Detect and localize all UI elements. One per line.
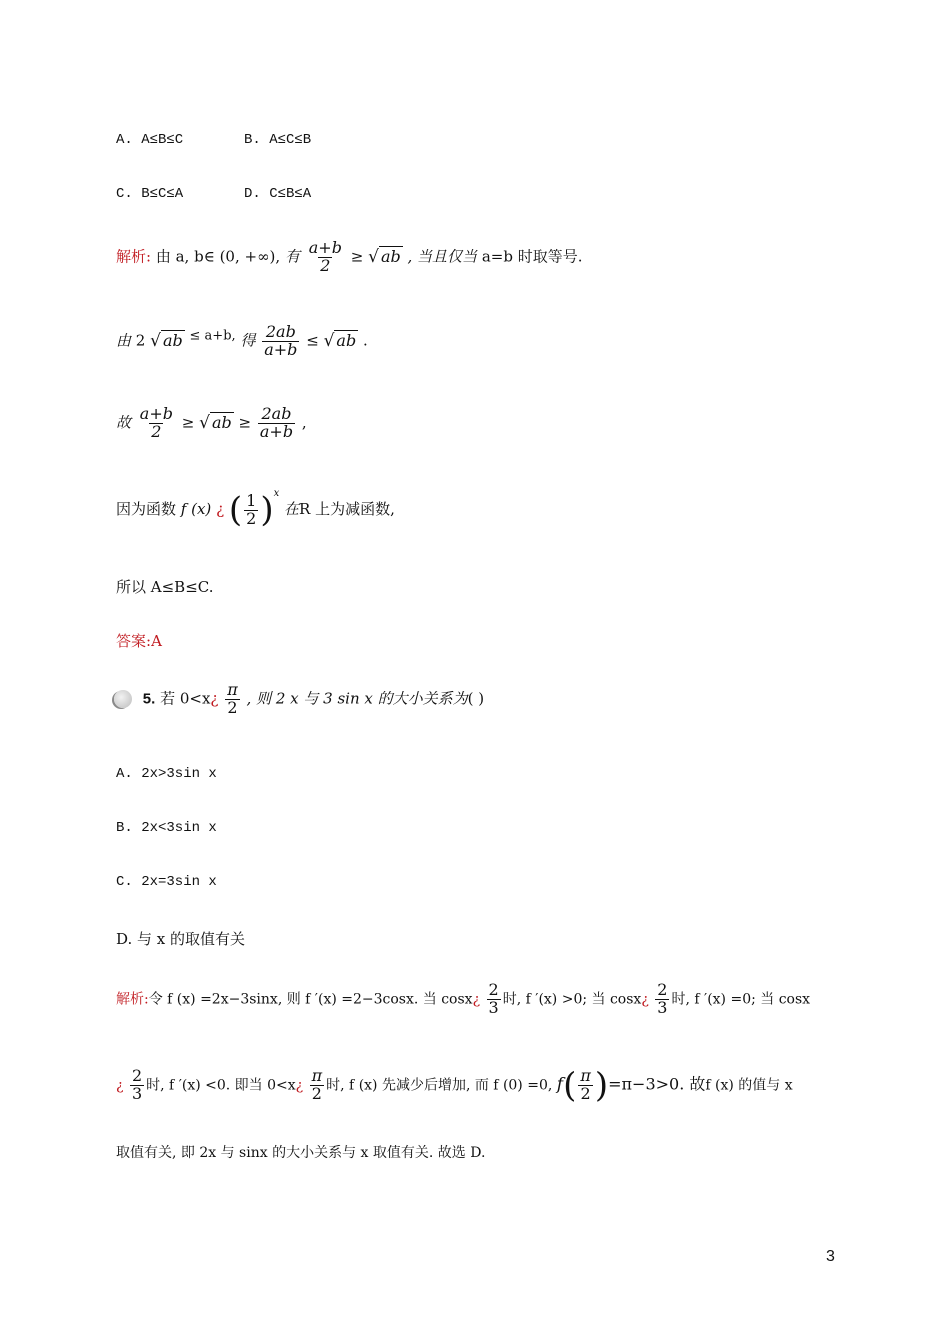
fraction — [138, 406, 175, 441]
text: f (x) 的值与 x — [705, 1077, 793, 1094]
denominator: a+b — [264, 339, 298, 359]
text: 故 — [116, 413, 132, 432]
square-root: √ ab — [199, 413, 232, 434]
denominator: 3 — [657, 997, 668, 1017]
text: 令 f (x) =2x−3sinx, 则 f ′(x) =2−3cosx. 当 cosx — [148, 991, 473, 1008]
text: , 则 2 x 与 3 sin x 的大小关系为 — [246, 689, 468, 708]
fraction — [258, 406, 295, 441]
answer-line — [116, 630, 162, 651]
symbol: ≥ — [181, 413, 195, 432]
fraction — [244, 490, 258, 528]
q5-option-d: D. 与 x 的取值有关 — [116, 930, 246, 948]
square-root: √ ab — [323, 331, 357, 352]
text: f (x) — [180, 500, 212, 518]
glyph: ¿ — [295, 1077, 304, 1094]
numerator: 2ab — [265, 322, 296, 341]
q4-solution-line-3 — [116, 406, 307, 441]
text: f — [556, 1074, 564, 1095]
fraction — [262, 324, 299, 359]
denominator: 2 — [311, 1083, 322, 1103]
symbol: ≥ — [350, 247, 364, 266]
glyph: ¿ — [641, 991, 649, 1008]
text: 时, f ′(x) >0; 当 cosx — [502, 991, 642, 1008]
text: . — [362, 331, 368, 350]
denominator: 2 — [246, 508, 257, 528]
bullet-circle-icon — [114, 690, 132, 708]
paren: ) — [260, 490, 274, 530]
symbol: ≥ — [238, 413, 252, 432]
q4-solution-line-1 — [116, 240, 582, 275]
fraction — [225, 682, 240, 717]
glyph: ¿ — [216, 500, 225, 518]
text: 由 — [116, 331, 132, 350]
denominator: 2 — [151, 421, 162, 441]
text: 时, f (x) 先减少后增加, 而 f (0) =0, — [326, 1077, 553, 1094]
radicand: ab — [162, 331, 183, 351]
text: 若 0<x — [160, 689, 211, 708]
page-number: 3 — [826, 1248, 835, 1265]
fraction — [578, 1068, 593, 1103]
numerator: a+b — [139, 404, 173, 423]
paren: ( — [228, 490, 243, 530]
symbol: ≤ — [306, 331, 319, 350]
q4-solution-line-5: 所以 A≤B≤C. — [116, 578, 214, 596]
glyph: ¿ — [116, 1077, 124, 1094]
answer-paren: ( ) — [467, 689, 485, 708]
denominator: 2 — [580, 1083, 591, 1103]
numerator: 1 — [246, 490, 257, 510]
text: =π−3>0. 故 — [608, 1074, 706, 1094]
square-root: √ ab — [150, 331, 183, 352]
q4-solution-line-4 — [116, 488, 395, 530]
text: R 上为减函数, — [299, 500, 395, 518]
fraction — [487, 982, 501, 1017]
q5-option-a: A. 2x>3sin x — [116, 766, 217, 782]
option-b: B. A≤C≤B — [244, 132, 312, 148]
exponent: x — [273, 488, 280, 499]
numerator: π — [227, 680, 238, 699]
text: 得 — [240, 331, 256, 350]
numerator: 2ab — [261, 404, 292, 423]
text: a=b 时取等号. — [481, 247, 583, 266]
option-c: C. B≤C≤A — [116, 186, 184, 202]
paren: ( — [563, 1065, 577, 1106]
denominator: 2 — [227, 697, 238, 717]
text: , — [301, 413, 307, 432]
paren: ) — [594, 1065, 609, 1106]
answer-value: A — [151, 632, 162, 650]
text: 因为函数 — [116, 500, 177, 518]
denominator: 2 — [320, 255, 331, 275]
numerator: 2 — [131, 1066, 143, 1085]
denominator: 3 — [488, 997, 499, 1017]
numerator: 2 — [488, 980, 499, 999]
square-root: √ ab — [368, 247, 401, 268]
answer-label: 答案: — [116, 632, 152, 650]
glyph: ¿ — [472, 991, 481, 1008]
q5-solution-line-1 — [116, 982, 810, 1017]
numerator: 2 — [657, 980, 668, 999]
text: 2 — [135, 331, 146, 350]
option-d: D. C≤B≤A — [244, 186, 312, 202]
text: , 当且仅当 — [407, 247, 478, 266]
radicand: ab — [211, 413, 232, 433]
denominator: 3 — [131, 1083, 143, 1103]
numerator: a+b — [308, 238, 342, 257]
q5-option-c: C. 2x=3sin x — [116, 874, 217, 890]
option-a: A. A≤B≤C — [116, 132, 184, 148]
fraction — [310, 1068, 325, 1103]
text: 时, f ′(x) <0. 即当 0<x — [146, 1077, 296, 1094]
fraction — [307, 240, 344, 275]
glyph: ¿ — [210, 689, 219, 708]
text: 由 a, b∈ (0, +∞), — [155, 247, 281, 266]
text: 在 — [284, 500, 300, 518]
numerator: π — [580, 1066, 591, 1085]
q4-solution-line-2 — [116, 324, 368, 359]
text: ≤ a+b, — [189, 328, 236, 344]
question-5 — [114, 682, 484, 717]
solution-label: 解析: — [116, 991, 149, 1008]
q5-solution-line-3: 取值有关, 即 2x 与 sinx 的大小关系与 x 取值有关. 故选 D. — [116, 1145, 486, 1161]
q5-solution-line-2 — [116, 1065, 793, 1106]
fraction — [655, 982, 669, 1017]
denominator: a+b — [259, 421, 294, 441]
question-number: 5. — [142, 690, 156, 708]
radicand: ab — [336, 331, 357, 351]
solution-label: 解析: — [116, 247, 152, 266]
radicand: ab — [380, 247, 401, 267]
text: 有 — [284, 247, 300, 266]
q5-option-b: B. 2x<3sin x — [116, 820, 217, 836]
fraction — [130, 1068, 144, 1103]
text: 时, f ′(x) =0; 当 cosx — [671, 991, 811, 1008]
numerator: π — [311, 1066, 323, 1085]
